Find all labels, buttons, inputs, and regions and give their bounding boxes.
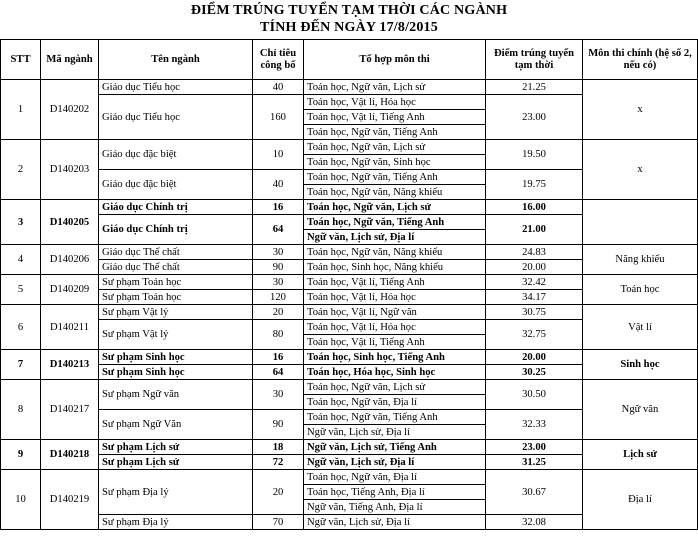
subject-combination-cell: Toán học, Ngữ văn, Địa lí xyxy=(304,395,486,410)
major-name-cell: Sư phạm Vật lý xyxy=(99,305,253,320)
stt-cell: 9 xyxy=(1,440,41,470)
subject-combination-cell: Toán học, Ngữ văn, Lịch sử xyxy=(304,80,486,95)
stt-cell: 5 xyxy=(1,275,41,305)
subject-combination-cell: Toán học, Ngữ văn, Tiếng Anh xyxy=(304,170,486,185)
major-name-cell: Sư phạm Lịch sử xyxy=(99,455,253,470)
table-row xyxy=(1,275,698,290)
major-name-cell: Giáo dục Thể chất xyxy=(99,245,253,260)
table-row xyxy=(1,470,698,485)
quota-cell: 160 xyxy=(253,95,304,140)
score-cell: 19.50 xyxy=(486,140,583,170)
stt-cell: 6 xyxy=(1,305,41,350)
subject-combination-cell: Toán học, Sinh học, Năng khiếu xyxy=(304,260,486,275)
main-subject-cell: Sinh học xyxy=(583,350,698,380)
table-header-row xyxy=(1,40,698,80)
subject-combination-cell: Toán học, Vật lí, Hóa học xyxy=(304,290,486,305)
score-cell: 16.00 xyxy=(486,200,583,215)
quota-cell: 30 xyxy=(253,275,304,290)
major-code-cell: D140205 xyxy=(41,200,99,245)
stt-cell: 2 xyxy=(1,140,41,200)
score-cell: 30.75 xyxy=(486,305,583,320)
major-name-cell: Giáo dục Chính trị xyxy=(99,215,253,245)
major-name-cell: Sư phạm Toán học xyxy=(99,275,253,290)
main-subject-cell: x xyxy=(583,80,698,140)
main-subject-cell: Ngữ văn xyxy=(583,380,698,440)
quota-cell: 16 xyxy=(253,200,304,215)
major-code-cell: D140203 xyxy=(41,140,99,200)
major-name-cell: Giáo dục đặc biệt xyxy=(99,140,253,170)
table-row xyxy=(1,140,698,155)
score-cell: 21.00 xyxy=(486,215,583,245)
page-subtitle: TÍNH ĐẾN NGÀY 17/8/2015 xyxy=(260,20,438,35)
score-cell: 31.25 xyxy=(486,455,583,470)
subject-combination-cell: Toán học, Ngữ văn, Sinh học xyxy=(304,155,486,170)
major-code-cell: D140206 xyxy=(41,245,99,275)
main-subject-cell xyxy=(583,200,698,245)
table-row xyxy=(1,350,698,365)
score-cell: 30.50 xyxy=(486,380,583,410)
score-cell: 32.42 xyxy=(486,275,583,290)
main-subject-cell: x xyxy=(583,140,698,200)
table-row xyxy=(1,305,698,320)
header-to-hop: Tổ hợp môn thi xyxy=(304,40,486,80)
quota-cell: 20 xyxy=(253,305,304,320)
major-name-cell: Giáo dục Tiểu học xyxy=(99,80,253,95)
major-name-cell: Sư phạm Địa lý xyxy=(99,515,253,530)
subject-combination-cell: Toán học, Hóa học, Sinh học xyxy=(304,365,486,380)
major-code-cell: D140213 xyxy=(41,350,99,380)
quota-cell: 64 xyxy=(253,215,304,245)
header-ten-nganh: Tên ngành xyxy=(99,40,253,80)
stt-cell: 3 xyxy=(1,200,41,245)
score-cell: 30.25 xyxy=(486,365,583,380)
quota-cell: 64 xyxy=(253,365,304,380)
score-cell: 34.17 xyxy=(486,290,583,305)
quota-cell: 18 xyxy=(253,440,304,455)
quota-cell: 90 xyxy=(253,410,304,440)
header-ma-nganh: Mã ngành xyxy=(41,40,99,80)
header-diem: Điểm trúng tuyển tạm thời xyxy=(486,40,583,80)
header-chi-tieu: Chỉ tiêu công bố xyxy=(253,40,304,80)
score-cell: 32.08 xyxy=(486,515,583,530)
score-cell: 19.75 xyxy=(486,170,583,200)
admission-score-table xyxy=(0,39,698,530)
subject-combination-cell: Toán học, Tiếng Anh, Địa lí xyxy=(304,485,486,500)
stt-cell: 8 xyxy=(1,380,41,440)
score-cell: 30.67 xyxy=(486,470,583,515)
table-body xyxy=(1,80,698,530)
subject-combination-cell: Toán học, Ngữ văn, Năng khiếu xyxy=(304,245,486,260)
score-cell: 20.00 xyxy=(486,350,583,365)
quota-cell: 120 xyxy=(253,290,304,305)
score-cell: 32.75 xyxy=(486,320,583,350)
major-name-cell: Giáo dục Tiểu học xyxy=(99,95,253,140)
subject-combination-cell: Toán học, Ngữ văn, Tiếng Anh xyxy=(304,215,486,230)
subject-combination-cell: Toán học, Vật lí, Hóa học xyxy=(304,320,486,335)
score-cell: 23.00 xyxy=(486,440,583,455)
table-row xyxy=(1,440,698,455)
major-name-cell: Sư phạm Ngữ văn xyxy=(99,380,253,410)
score-cell: 24.83 xyxy=(486,245,583,260)
subject-combination-cell: Ngữ văn, Tiếng Anh, Địa lí xyxy=(304,500,486,515)
major-name-cell: Sư phạm Toán học xyxy=(99,290,253,305)
subject-combination-cell: Toán học, Vật lí, Tiếng Anh xyxy=(304,335,486,350)
quota-cell: 16 xyxy=(253,350,304,365)
score-cell: 20.00 xyxy=(486,260,583,275)
score-cell: 21.25 xyxy=(486,80,583,95)
major-name-cell: Giáo dục đặc biệt xyxy=(99,170,253,200)
major-name-cell: Sư phạm Lịch sử xyxy=(99,440,253,455)
quota-cell: 70 xyxy=(253,515,304,530)
major-name-cell: Giáo dục Thể chất xyxy=(99,260,253,275)
major-code-cell: D140209 xyxy=(41,275,99,305)
header-mon-chinh: Môn thi chính (hệ số 2, nếu có) xyxy=(583,40,698,80)
major-code-cell: D140218 xyxy=(41,440,99,470)
quota-cell: 30 xyxy=(253,380,304,410)
score-cell: 32.33 xyxy=(486,410,583,440)
major-name-cell: Sư phạm Sinh học xyxy=(99,350,253,365)
table-row xyxy=(1,380,698,395)
subject-combination-cell: Ngữ văn, Lịch sử, Địa lí xyxy=(304,230,486,245)
stt-cell: 7 xyxy=(1,350,41,380)
table-row xyxy=(1,80,698,95)
major-code-cell: D140211 xyxy=(41,305,99,350)
quota-cell: 40 xyxy=(253,80,304,95)
major-name-cell: Sư phạm Sinh học xyxy=(99,365,253,380)
quota-cell: 80 xyxy=(253,320,304,350)
subject-combination-cell: Ngữ văn, Lịch sử, Địa lí xyxy=(304,425,486,440)
subject-combination-cell: Toán học, Vật lí, Tiếng Anh xyxy=(304,110,486,125)
main-subject-cell: Địa lí xyxy=(583,470,698,530)
main-subject-cell: Lịch sử xyxy=(583,440,698,470)
stt-cell: 1 xyxy=(1,80,41,140)
subject-combination-cell: Toán học, Ngữ văn, Lịch sử xyxy=(304,380,486,395)
major-name-cell: Giáo dục Chính trị xyxy=(99,200,253,215)
quota-cell: 10 xyxy=(253,140,304,170)
quota-cell: 30 xyxy=(253,245,304,260)
major-name-cell: Sư phạm Địa lý xyxy=(99,470,253,515)
subject-combination-cell: Toán học, Ngữ văn, Tiếng Anh xyxy=(304,410,486,425)
subject-combination-cell: Toán học, Ngữ văn, Tiếng Anh xyxy=(304,125,486,140)
quota-cell: 20 xyxy=(253,470,304,515)
main-subject-cell: Toán học xyxy=(583,275,698,305)
subject-combination-cell: Toán học, Vật lí, Tiếng Anh xyxy=(304,275,486,290)
table-row xyxy=(1,245,698,260)
quota-cell: 90 xyxy=(253,260,304,275)
subject-combination-cell: Toán học, Ngữ văn, Lịch sử xyxy=(304,140,486,155)
subject-combination-cell: Toán học, Ngữ văn, Địa lí xyxy=(304,470,486,485)
major-name-cell: Sư phạm Vật lý xyxy=(99,320,253,350)
header-stt: STT xyxy=(1,40,41,80)
subject-combination-cell: Ngữ văn, Lịch sử, Địa lí xyxy=(304,515,486,530)
subject-combination-cell: Toán học, Ngữ văn, Lịch sử xyxy=(304,200,486,215)
subject-combination-cell: Toán học, Ngữ văn, Năng khiếu xyxy=(304,185,486,200)
quota-cell: 40 xyxy=(253,170,304,200)
stt-cell: 10 xyxy=(1,470,41,530)
major-name-cell: Sư phạm Ngữ Văn xyxy=(99,410,253,440)
main-subject-cell: Vật lí xyxy=(583,305,698,350)
page-title: ĐIỂM TRÚNG TUYỂN TẠM THỜI CÁC NGÀNH xyxy=(190,3,508,18)
subject-combination-cell: Ngữ văn, Lịch sử, Tiếng Anh xyxy=(304,440,486,455)
major-code-cell: D140202 xyxy=(41,80,99,140)
subject-combination-cell: Ngữ văn, Lịch sử, Địa lí xyxy=(304,455,486,470)
major-code-cell: D140219 xyxy=(41,470,99,530)
subject-combination-cell: Toán học, Sinh học, Tiếng Anh xyxy=(304,350,486,365)
quota-cell: 72 xyxy=(253,455,304,470)
main-subject-cell: Năng khiếu xyxy=(583,245,698,275)
subject-combination-cell: Toán học, Vật lí, Ngữ văn xyxy=(304,305,486,320)
major-code-cell: D140217 xyxy=(41,380,99,440)
subject-combination-cell: Toán học, Vật lí, Hóa học xyxy=(304,95,486,110)
table-row xyxy=(1,200,698,215)
stt-cell: 4 xyxy=(1,245,41,275)
score-cell: 23.00 xyxy=(486,95,583,140)
